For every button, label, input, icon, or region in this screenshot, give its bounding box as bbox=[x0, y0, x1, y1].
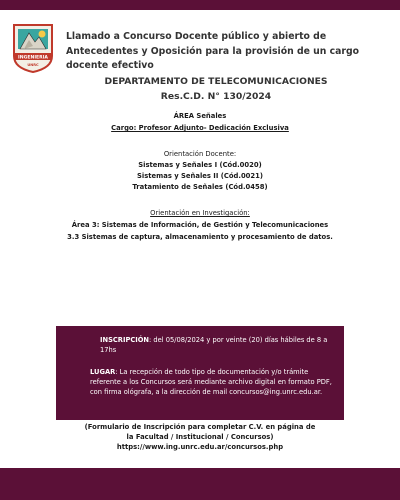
orientacion-docente-item: Tratamiento de Señales (Cód.0458) bbox=[132, 183, 268, 191]
area-label: ÁREA Señales bbox=[173, 112, 227, 120]
footer bbox=[0, 422, 400, 452]
footer-line: la Facultad / Institucional / Concursos) bbox=[126, 433, 274, 441]
footer-url: https://www.ing.unrc.edu.ar/concursos.php bbox=[116, 443, 284, 451]
orientacion-investigacion-line: Área 3: Sistemas de Información, de Gestión y Telecomunicaciones bbox=[71, 221, 329, 229]
info-box bbox=[56, 326, 344, 420]
logo-sublabel: UNRC bbox=[27, 63, 39, 67]
footer-line: (Formulario de Inscripción para completar C.V. en página de bbox=[84, 423, 316, 431]
orientacion-investigacion-line: 3.3 Sistemas de captura, almacenamiento y procesamiento de datos. bbox=[67, 233, 333, 241]
faculty-logo bbox=[11, 22, 55, 74]
header bbox=[66, 30, 396, 103]
logo-label: INGENIERIA bbox=[18, 55, 48, 61]
cargo-label: Cargo: Profesor Adjunto- Dedicación Exclusiva bbox=[111, 124, 289, 132]
orientacion-docente-item: Sistemas y Señales II (Cód.0021) bbox=[137, 172, 263, 180]
lugar-text: : La recepción de todo tipo de documentación y/o trámite referente a los Concursos será mediante archivo digital en formato PDF, con firma ológrafa, a la dirección de mail concursos@ing.unrc.edu.ar. bbox=[90, 368, 332, 396]
department-name: DEPARTAMENTO DE TELECOMUNICACIONES bbox=[104, 75, 328, 87]
inscripcion-label: INSCRIPCIÓN bbox=[100, 336, 150, 344]
orientacion-docente-item: Sistemas y Señales I (Cód.0020) bbox=[138, 161, 262, 169]
inscripcion-paragraph bbox=[100, 335, 340, 355]
page-title: Llamado a Concurso Docente público y abierto de Antecedentes y Oposición para la provisión de un cargo docente efectivo bbox=[66, 31, 360, 71]
bottom-band bbox=[0, 468, 400, 500]
resolution-number: Res.C.D. N° 130/2024 bbox=[160, 90, 272, 102]
inscripcion-text: : del 05/08/2024 y por veinte (20) días hábiles de 8 a 17hs bbox=[100, 336, 328, 354]
lugar-paragraph bbox=[90, 367, 340, 397]
lugar-label: LUGAR bbox=[90, 368, 116, 376]
orientacion-docente-heading: Orientación Docente: bbox=[163, 150, 237, 158]
top-band bbox=[0, 0, 400, 10]
orientacion-investigacion-heading: Orientación en Investigación: bbox=[150, 209, 250, 217]
